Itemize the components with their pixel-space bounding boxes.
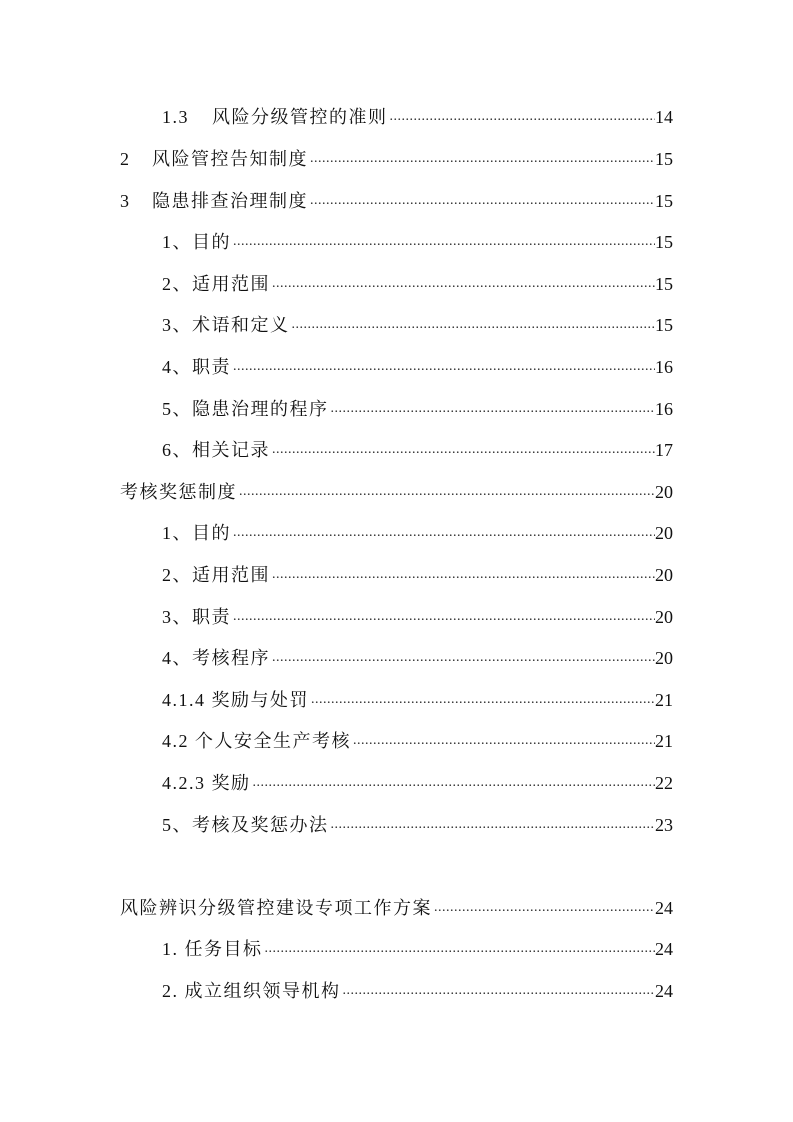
toc-entry[interactable] (162, 727, 673, 755)
toc-entry-title: 4.1.4 奖励与处罚 (162, 690, 309, 710)
toc-entry-page: 24 (655, 981, 673, 1001)
toc-entry-title: 5、隐患治理的程序 (162, 399, 329, 419)
toc-entry-title: 2、适用范围 (162, 274, 270, 294)
toc-entry-page: 21 (655, 690, 673, 710)
toc-entry[interactable] (162, 603, 673, 631)
toc-entry-page: 21 (655, 731, 673, 751)
toc-entry-page: 17 (655, 440, 673, 460)
dot-leader (265, 935, 656, 963)
toc-entry[interactable] (162, 436, 673, 464)
toc-entry-title: 2、适用范围 (162, 565, 270, 585)
dot-leader (292, 311, 656, 339)
dot-leader (390, 103, 656, 131)
toc-entry[interactable] (162, 353, 673, 381)
toc-entry-title: 4.2 个人安全生产考核 (162, 731, 351, 751)
dot-leader (434, 894, 655, 922)
toc-entry-page: 20 (655, 565, 673, 585)
toc-entry-title: 4、考核程序 (162, 648, 270, 668)
dot-leader (233, 519, 655, 547)
toc-entry-page: 15 (655, 274, 673, 294)
toc-entry-title: 2. 成立组织领导机构 (162, 981, 341, 1001)
toc-entry[interactable] (162, 811, 673, 839)
toc-entry-page: 24 (655, 898, 673, 918)
toc-entry[interactable] (120, 894, 673, 922)
toc-entry-title: 6、相关记录 (162, 440, 270, 460)
toc-entry-number: 3 (120, 191, 131, 211)
toc-entry-page: 20 (655, 482, 673, 502)
toc-entry-page: 15 (655, 315, 673, 335)
toc-entry-title: 风险辨识分级管控建设专项工作方案 (120, 898, 432, 918)
toc-entry-title: 5、考核及奖惩办法 (162, 815, 329, 835)
toc-entry-page: 24 (655, 939, 673, 959)
toc-entry-page: 15 (655, 232, 673, 252)
toc-entry-page: 15 (655, 191, 673, 211)
dot-leader (311, 686, 655, 714)
dot-leader (253, 769, 656, 797)
toc-entry[interactable] (162, 977, 673, 1005)
toc-entry[interactable] (120, 187, 673, 215)
dot-leader (233, 228, 655, 256)
toc-entry-page: 16 (655, 357, 673, 377)
toc-entry-title: 4.2.3 奖励 (162, 773, 251, 793)
toc-entry-page: 23 (655, 815, 673, 835)
toc-entry-page: 20 (655, 648, 673, 668)
dot-leader (331, 395, 656, 423)
toc-entry[interactable] (162, 561, 673, 589)
dot-leader (272, 270, 655, 298)
dot-leader (272, 436, 655, 464)
toc-entry-title: 3、职责 (162, 607, 231, 627)
toc-entry-title: 风险分级管控的准则 (212, 107, 388, 127)
toc-entry-title: 隐患排查治理制度 (152, 191, 308, 211)
dot-leader (310, 187, 655, 215)
toc-entry[interactable] (120, 478, 673, 506)
toc-entry-page: 20 (655, 607, 673, 627)
toc-entry-page: 14 (655, 107, 673, 127)
toc-entry[interactable] (162, 270, 673, 298)
dot-leader (353, 727, 655, 755)
dot-leader (310, 145, 655, 173)
toc-entry[interactable] (162, 395, 673, 423)
toc-entry-title: 1、目的 (162, 232, 231, 252)
toc-entry[interactable] (162, 769, 673, 797)
toc-entry[interactable] (162, 935, 673, 963)
dot-leader (272, 561, 655, 589)
toc-entry-title: 1. 任务目标 (162, 939, 263, 959)
toc-entry-title: 风险管控告知制度 (152, 149, 308, 169)
toc-entry[interactable] (162, 686, 673, 714)
dot-leader (233, 603, 655, 631)
toc-entry-title: 3、术语和定义 (162, 315, 290, 335)
toc-entry[interactable] (162, 103, 673, 131)
toc-entry-page: 22 (655, 773, 673, 793)
dot-leader (343, 977, 656, 1005)
toc-entry-page: 15 (655, 149, 673, 169)
dot-leader (233, 353, 655, 381)
toc-entry-number: 2 (120, 149, 131, 169)
toc-entry[interactable] (120, 145, 673, 173)
toc-entry[interactable] (162, 228, 673, 256)
dot-leader (331, 811, 656, 839)
toc-entry-title: 1、目的 (162, 523, 231, 543)
toc-entry-number: 1.3 (162, 107, 189, 127)
dot-leader (239, 478, 655, 506)
toc-entry[interactable] (162, 519, 673, 547)
toc-entry[interactable] (162, 311, 673, 339)
toc-entry-title: 考核奖惩制度 (120, 482, 237, 502)
toc-entry-page: 20 (655, 523, 673, 543)
toc-entry-page: 16 (655, 399, 673, 419)
toc-entry-title: 4、职责 (162, 357, 231, 377)
dot-leader (272, 644, 655, 672)
toc-entry[interactable] (162, 644, 673, 672)
